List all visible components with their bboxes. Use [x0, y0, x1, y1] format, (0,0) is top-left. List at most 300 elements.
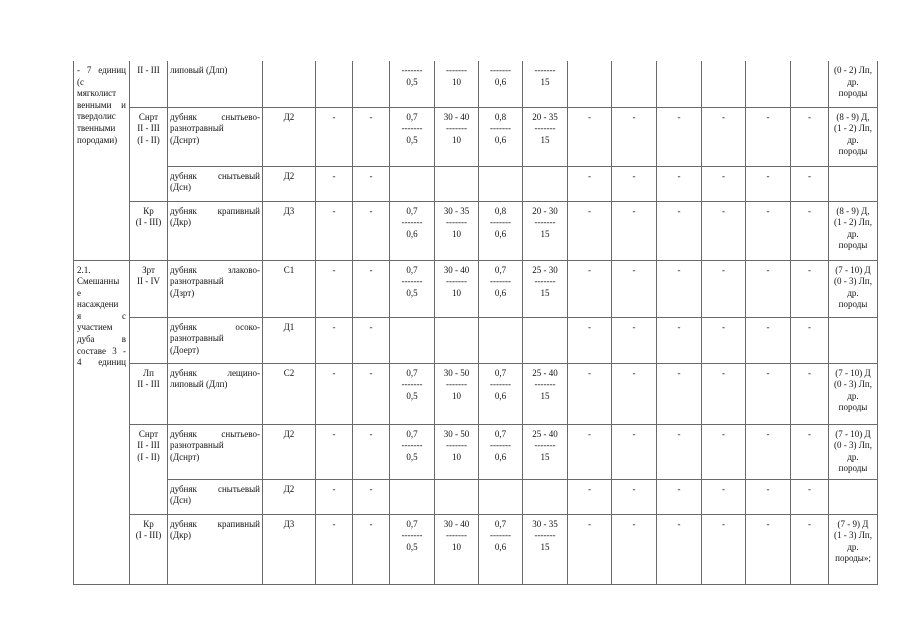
text-line: (Дсн)	[170, 182, 191, 193]
dash-cell: -	[657, 479, 702, 514]
fraction-bottom: 10	[452, 390, 461, 401]
dash-cell: -	[316, 201, 353, 260]
subgroup-label	[130, 363, 168, 424]
fraction-bar: -------	[401, 276, 423, 287]
text-line: дубняк лещино-	[170, 367, 260, 378]
fraction-bottom: 10	[452, 287, 461, 298]
fraction	[525, 368, 565, 403]
fraction	[392, 65, 432, 88]
fraction-cell	[435, 61, 479, 107]
fraction-bottom: 0,5	[406, 451, 418, 462]
subgroup-label	[130, 201, 168, 260]
text-line: (Дкр)	[170, 217, 192, 228]
dash-cell: -	[612, 317, 657, 363]
fraction-cell	[523, 201, 568, 260]
text-line: (I - III)	[135, 530, 162, 541]
dash-cell: -	[316, 514, 353, 584]
fraction-top: 0,7	[406, 205, 418, 216]
text-line: Смешанны	[77, 276, 120, 287]
fraction-cell	[479, 424, 523, 479]
fraction-bottom: 0,5	[406, 76, 418, 87]
dash-cell: -	[746, 479, 791, 514]
dash-cell: -	[612, 107, 657, 166]
fraction-bar: -------	[534, 217, 556, 228]
fraction-top: -------	[401, 65, 423, 75]
dash-cell: -	[316, 317, 353, 363]
fraction-cell	[435, 201, 479, 260]
dash-cell	[568, 61, 612, 107]
dash-cell	[791, 61, 829, 107]
fraction-cell	[523, 166, 568, 201]
fraction-bar: -------	[446, 123, 467, 134]
text-line: породы	[838, 299, 868, 310]
group-label	[74, 61, 130, 260]
dash-cell: -	[568, 514, 612, 584]
fraction-cell	[479, 260, 523, 317]
dash-cell: -	[568, 107, 612, 166]
dash-cell: -	[612, 514, 657, 584]
fraction-bottom: 0,6	[494, 451, 507, 462]
fraction-bar: -------	[534, 379, 556, 390]
fraction-cell	[479, 166, 523, 201]
text-line: (0 - 2) Лп,	[834, 65, 872, 75]
fraction-bar: -------	[401, 217, 423, 228]
text-line: породы	[838, 463, 868, 474]
dash-cell: -	[746, 317, 791, 363]
forest-type-name	[168, 260, 263, 317]
species-composition	[829, 260, 878, 317]
text-line: (Дзрт)	[170, 287, 195, 298]
dash-cell	[353, 61, 390, 107]
dash-cell: -	[791, 166, 829, 201]
fraction-bar: -------	[534, 123, 556, 134]
fraction	[525, 65, 565, 88]
text-line: II - IV	[137, 276, 160, 287]
text-line: (1 - 3) Лп,	[834, 530, 872, 541]
dash-cell: -	[657, 201, 702, 260]
fraction-cell	[435, 514, 479, 584]
fraction-bar: -------	[401, 123, 423, 134]
dash-cell	[702, 61, 746, 107]
fraction-cell	[523, 260, 568, 317]
text-line: дуба в	[77, 334, 126, 345]
fraction-cell	[523, 61, 568, 107]
dash-cell: -	[353, 424, 390, 479]
fraction-bottom: 15	[540, 451, 550, 462]
fraction-bottom: 15	[540, 76, 550, 87]
fraction-cell	[435, 363, 479, 424]
site-code: Д2	[263, 424, 316, 479]
species-composition	[829, 514, 878, 584]
site-code: Д2	[263, 479, 316, 514]
fraction-bottom: 0,6	[406, 228, 418, 239]
fraction-cell	[479, 479, 523, 514]
fraction-bottom: 15	[540, 390, 550, 401]
fraction-bar: -------	[446, 276, 467, 287]
fraction-top: 30 - 35	[532, 518, 558, 529]
fraction-top: 30 - 40	[443, 518, 470, 529]
text-line: (0 - 3) Лп,	[834, 440, 872, 451]
fraction	[481, 112, 520, 147]
fraction-bottom: 0,6	[494, 76, 507, 87]
fraction	[392, 429, 432, 464]
species-composition	[829, 61, 878, 107]
dash-cell: -	[702, 514, 746, 584]
site-code: Д2	[263, 107, 316, 166]
text-line: (I - II)	[137, 134, 160, 145]
subgroup-label	[130, 317, 168, 363]
dash-cell: -	[791, 201, 829, 260]
fraction-bottom: 10	[452, 134, 461, 145]
table-row	[74, 363, 878, 424]
fraction-bar: -------	[490, 123, 511, 134]
fraction-cell	[523, 317, 568, 363]
dash-cell: -	[353, 107, 390, 166]
text-line: твенными	[77, 122, 116, 133]
fraction	[437, 65, 476, 88]
fraction-bar: -------	[401, 440, 423, 451]
dash-cell: -	[791, 514, 829, 584]
text-line: др.	[847, 451, 859, 462]
dash-cell: -	[568, 166, 612, 201]
dash-cell: -	[746, 107, 791, 166]
dash-cell: -	[316, 363, 353, 424]
subgroup-label	[130, 514, 168, 584]
fraction-cell	[390, 424, 435, 479]
text-line: (Дкр)	[170, 530, 192, 541]
fraction-cell	[479, 201, 523, 260]
dash-cell: -	[568, 479, 612, 514]
text-line: др.	[847, 287, 859, 298]
text-line: 4 единиц	[77, 357, 126, 368]
fraction-cell	[479, 61, 523, 107]
fraction	[481, 519, 520, 554]
dash-cell: -	[791, 317, 829, 363]
fraction-cell	[390, 107, 435, 166]
fraction-top: 0,8	[494, 205, 507, 216]
fraction-top: 30 - 40	[443, 111, 470, 122]
fraction	[437, 265, 476, 300]
fraction-cell	[479, 107, 523, 166]
dash-cell: -	[791, 424, 829, 479]
fraction-top: 0,7	[406, 111, 418, 122]
fraction-bar: -------	[534, 440, 556, 451]
text-line: Снрт	[138, 428, 159, 439]
text-line: разнотравный	[170, 440, 224, 451]
dash-cell: -	[702, 363, 746, 424]
fraction-bar: -------	[490, 530, 511, 541]
dash-cell: -	[791, 363, 829, 424]
text-line: породы	[838, 146, 868, 157]
site-code: С1	[263, 260, 316, 317]
text-line: (с	[77, 76, 84, 87]
text-line: породы	[838, 402, 868, 413]
subgroup-label	[130, 260, 168, 317]
dash-cell: -	[702, 424, 746, 479]
text-line: дубняк осоко-	[170, 321, 260, 332]
fraction-top: -------	[490, 65, 511, 75]
fraction-bar: -------	[401, 530, 423, 541]
text-line: породы»;	[835, 553, 871, 564]
dash-cell: -	[612, 166, 657, 201]
forest-type-name	[168, 514, 263, 584]
fraction-cell	[390, 514, 435, 584]
fraction-bottom: 0,6	[494, 541, 507, 552]
text-line: др.	[847, 541, 859, 552]
fraction-bar: -------	[534, 276, 556, 287]
fraction-bar: -------	[490, 276, 511, 287]
fraction-bottom: 15	[540, 134, 550, 145]
fraction-top: 0,7	[494, 428, 507, 439]
forest-type-name	[168, 363, 263, 424]
fraction-bottom: 0,6	[494, 134, 507, 145]
dash-cell: -	[612, 363, 657, 424]
text-line: дубняк злаково-	[170, 264, 260, 275]
fraction-top: 30 - 50	[443, 367, 470, 378]
dash-cell: -	[568, 317, 612, 363]
fraction-bottom: 10	[452, 541, 461, 552]
dash-cell	[657, 61, 702, 107]
fraction-top: 0,7	[406, 518, 418, 529]
species-composition	[829, 424, 878, 479]
fraction-cell	[390, 363, 435, 424]
dash-cell: -	[791, 479, 829, 514]
dash-cell: -	[316, 424, 353, 479]
fraction-cell	[390, 201, 435, 260]
fraction	[392, 265, 432, 300]
text-line: дубняк снытьевый	[170, 170, 260, 181]
fraction-cell	[479, 514, 523, 584]
fraction	[437, 368, 476, 403]
fraction-bottom: 0,6	[494, 287, 507, 298]
dash-cell: -	[746, 166, 791, 201]
fraction	[437, 206, 476, 241]
dash-cell: -	[612, 201, 657, 260]
table-row	[74, 201, 878, 260]
text-line: II - III	[137, 123, 160, 134]
fraction	[392, 206, 432, 241]
subgroup-label	[130, 61, 168, 107]
fraction	[437, 429, 476, 464]
table-row	[74, 424, 878, 479]
fraction-top: 0,7	[494, 518, 507, 529]
fraction-bar: -------	[490, 440, 511, 451]
text-line: (Дснрт)	[170, 134, 200, 145]
fraction-bottom: 0,6	[494, 228, 507, 239]
dash-cell	[316, 61, 353, 107]
dash-cell: -	[316, 479, 353, 514]
fraction	[392, 112, 432, 147]
forest-type-name	[168, 201, 263, 260]
fraction	[525, 265, 565, 300]
dash-cell: -	[791, 260, 829, 317]
fraction-cell	[390, 317, 435, 363]
fraction-bar: -------	[446, 530, 467, 541]
species-composition	[829, 201, 878, 260]
fraction-cell	[523, 514, 568, 584]
dash-cell: -	[746, 424, 791, 479]
text-line: дубняк снытьевый	[170, 483, 260, 494]
text-line: 2.1.	[77, 264, 91, 275]
text-line: породы	[838, 240, 868, 251]
fraction-cell	[523, 424, 568, 479]
table-row	[74, 514, 878, 584]
fraction	[392, 519, 432, 554]
fraction-top: 30 - 40	[443, 264, 470, 275]
site-code: С2	[263, 363, 316, 424]
dash-cell: -	[657, 317, 702, 363]
text-line: разнотравный	[170, 123, 224, 134]
text-line: (7 - 9) Д	[837, 518, 869, 529]
dash-cell: -	[612, 424, 657, 479]
table-row	[74, 166, 878, 201]
dash-cell: -	[657, 514, 702, 584]
fraction-cell	[435, 424, 479, 479]
site-code: Д3	[263, 201, 316, 260]
fraction-bar: -------	[446, 440, 467, 451]
text-line: (0 - 3) Лп,	[834, 379, 872, 390]
dash-cell: -	[612, 260, 657, 317]
fraction-cell	[523, 363, 568, 424]
dash-cell: -	[353, 479, 390, 514]
fraction-top: 25 - 40	[532, 428, 558, 439]
site-code: Д3	[263, 514, 316, 584]
text-line: др.	[847, 390, 859, 401]
fraction-bar: -------	[401, 379, 423, 390]
fraction	[437, 112, 476, 147]
dash-cell: -	[353, 201, 390, 260]
site-code	[263, 61, 316, 107]
fraction-bottom: 0,5	[406, 287, 418, 298]
text-line: др.	[847, 134, 859, 145]
fraction	[392, 368, 432, 403]
dash-cell: -	[702, 107, 746, 166]
dash-cell: -	[568, 201, 612, 260]
fraction-top: 30 - 50	[443, 428, 470, 439]
fraction-top: 0,7	[494, 264, 507, 275]
dash-cell: -	[657, 363, 702, 424]
dash-cell: -	[316, 107, 353, 166]
fraction-top: 25 - 40	[532, 367, 558, 378]
text-line: разнотравный	[170, 333, 224, 344]
text-line: - 7 единиц	[77, 65, 126, 75]
fraction	[481, 265, 520, 300]
fraction-bottom: 0,5	[406, 390, 418, 401]
fraction-bar: -------	[490, 217, 511, 228]
dash-cell: -	[353, 166, 390, 201]
dash-cell: -	[702, 479, 746, 514]
fraction	[481, 368, 520, 403]
species-composition	[829, 363, 878, 424]
text-line: (7 - 10) Д	[835, 264, 871, 275]
text-line: (0 - 3) Лп,	[834, 276, 872, 287]
forest-type-name	[168, 317, 263, 363]
fraction-top: -------	[446, 65, 467, 75]
fraction-top: 25 - 30	[532, 264, 558, 275]
dash-cell: -	[657, 260, 702, 317]
text-line: Лп	[143, 367, 154, 378]
table-row	[74, 107, 878, 166]
fraction-bar: -------	[490, 379, 511, 390]
fraction-cell	[435, 479, 479, 514]
fraction	[437, 519, 476, 554]
fraction-cell	[479, 317, 523, 363]
text-line: породами)	[77, 134, 118, 145]
table-row	[74, 317, 878, 363]
fraction-top: 0,7	[406, 428, 418, 439]
fraction-cell	[523, 107, 568, 166]
forest-type-name	[168, 479, 263, 514]
fraction-cell	[523, 479, 568, 514]
text-line: Зрт	[142, 264, 155, 275]
dash-cell: -	[568, 260, 612, 317]
dash-cell: -	[657, 107, 702, 166]
dash-cell: -	[353, 363, 390, 424]
dash-cell	[746, 61, 791, 107]
dash-cell: -	[353, 514, 390, 584]
text-line: липовый (Длп)	[170, 65, 228, 75]
fraction-bottom: 0,5	[406, 541, 418, 552]
text-line: мягколист	[77, 88, 117, 99]
dash-cell: -	[746, 201, 791, 260]
text-line: (I - II)	[137, 451, 160, 462]
fraction-bottom: 15	[540, 287, 550, 298]
fraction-top: 0,7	[406, 264, 418, 275]
text-line: липовый (Длп)	[170, 379, 228, 390]
text-line: (8 - 9) Д,	[836, 205, 870, 216]
fraction	[481, 206, 520, 241]
fraction	[481, 65, 520, 88]
species-composition	[829, 317, 878, 363]
fraction-top: 20 - 30	[532, 205, 558, 216]
fraction-cell	[435, 260, 479, 317]
text-line: Кр	[143, 518, 154, 529]
dash-cell: -	[746, 363, 791, 424]
dash-cell: -	[791, 107, 829, 166]
group-label	[74, 260, 130, 584]
dash-cell: -	[657, 166, 702, 201]
fraction-top: 0,8	[494, 111, 507, 122]
text-line: е	[77, 287, 81, 298]
fraction-bottom: 10	[452, 451, 461, 462]
text-line: твердолис	[77, 111, 116, 122]
text-line: (7 - 10) Д	[835, 428, 871, 439]
fraction-cell	[435, 317, 479, 363]
species-composition	[829, 479, 878, 514]
fraction	[525, 429, 565, 464]
text-line: II - III	[137, 65, 160, 75]
text-line: дубняк крапивный	[170, 518, 260, 529]
subgroup-label	[130, 107, 168, 201]
dash-cell: -	[316, 260, 353, 317]
species-composition	[829, 166, 878, 201]
text-line: насаждени	[77, 299, 119, 310]
fraction	[481, 429, 520, 464]
fraction-cell	[435, 107, 479, 166]
fraction-cell	[390, 61, 435, 107]
fraction	[525, 112, 565, 147]
species-composition	[829, 107, 878, 166]
dash-cell: -	[353, 317, 390, 363]
dash-cell: -	[568, 363, 612, 424]
fraction-top: 0,7	[494, 367, 507, 378]
dash-cell: -	[568, 424, 612, 479]
fraction-bar: -------	[446, 379, 467, 390]
text-line: породы	[838, 88, 868, 99]
forest-type-name	[168, 424, 263, 479]
dash-cell: -	[316, 166, 353, 201]
fraction-top: 30 - 35	[443, 205, 470, 216]
